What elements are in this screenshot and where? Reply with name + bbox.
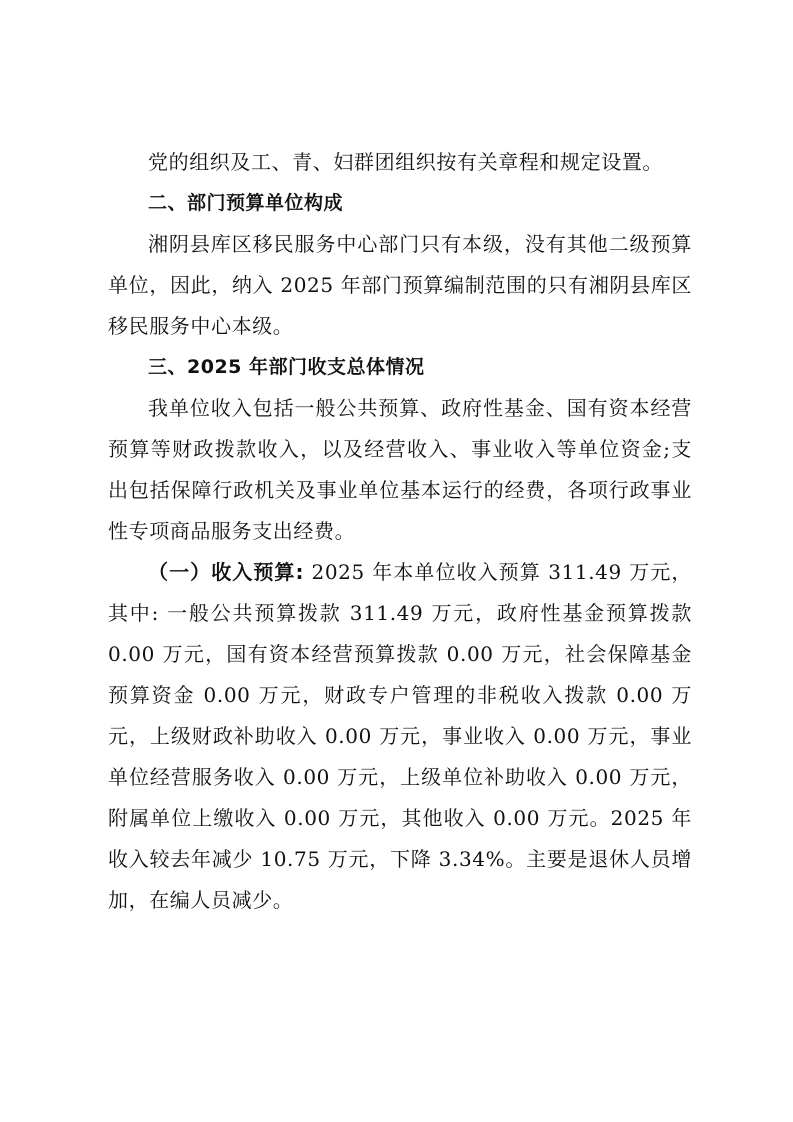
paragraph-party-organization: 党的组织及工、青、妇群团组织按有关章程和规定设置。: [148, 150, 663, 174]
paragraph-budget-units: 湘阴县库区移民服务中心部门只有本级，没有其他二级预算单位，因此，纳入 2025 年部门预算编制范围的只有湘阴县库区移民服务中心本级。: [108, 232, 692, 338]
section-heading-revenue-expenditure: 三、2025 年部门收支总体情况: [148, 356, 425, 378]
revenue-budget-lead: （一）收入预算:: [148, 560, 305, 584]
document-body: [108, 142, 692, 921]
paragraph-revenue-budget: [108, 552, 692, 921]
paragraph-revenue-scope: 我单位收入包括一般公共预算、政府性基金、国有资本经营预算等财政拨款收入，以及经营收入、事业收入等单位资金;支出包括保障行政机关及事业单位基本运行的经费，各项行政事业性专项商品服务支出经费。: [108, 396, 692, 543]
section-heading-budget-units: 二、部门预算单位构成: [148, 192, 344, 214]
revenue-budget-text: 2025 年本单位收入预算 311.49 万元，其中: 一般公共预算拨款 311.49 万元，政府性基金预算拨款 0.00 万元，国有资本经营预算拨款 0.00 万元，社会保障基金预算资金 0.00 万元，财政专户管理的非税收入拨款 0.00 万元，上级财政补助收入 0.00 万元，事业收入 0.00 万元，事业单位经营服务收入 0.00 万元，上级单位补助收入 0.00 万元，附属单位上缴收入 0.00 万元，其他收入 0.00 万元。2025 年收入较去年减少 10.75 万元，下降 3.34%。主要是退休人员增加，在编人员减少。: [108, 560, 692, 912]
